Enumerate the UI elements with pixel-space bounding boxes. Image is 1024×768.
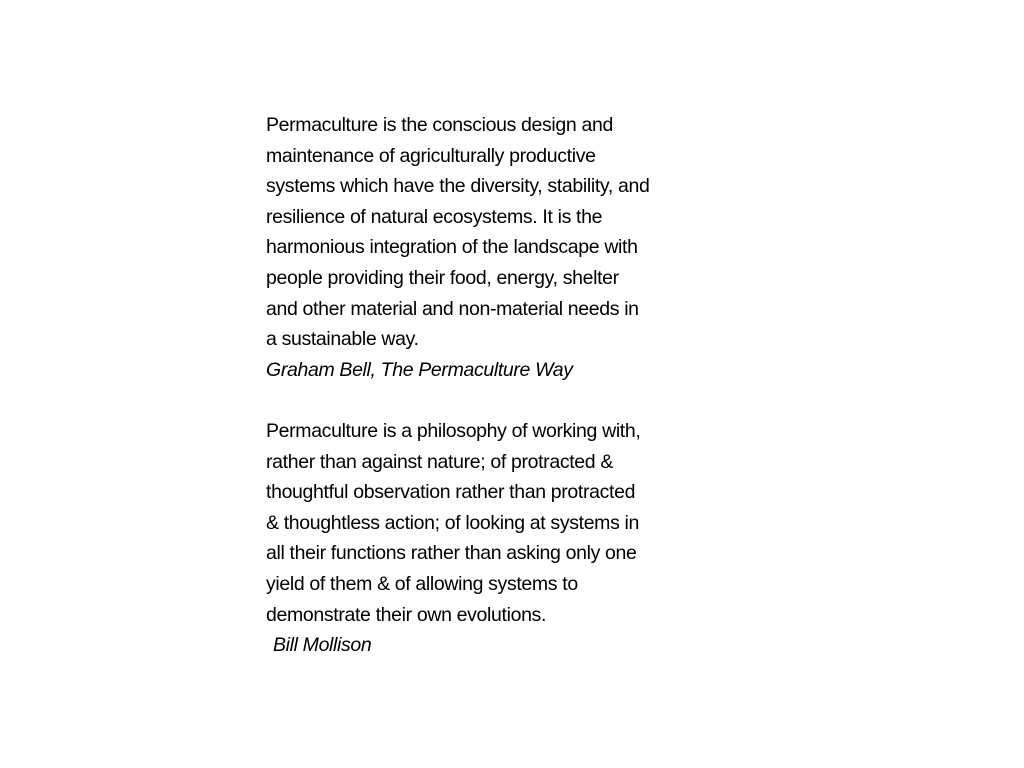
quote-line: demonstrate their own evolutions. [266,603,547,626]
quote-bill-mollison [266,416,766,661]
quote-line: yield of them & of allowing systems to [266,572,578,595]
quote-line: and other material and non-material needs in [266,297,639,320]
quote-line: & thoughtless action; of looking at systems in [266,511,640,534]
quote-line: thoughtful observation rather than protracted [266,481,636,504]
quote-line: a sustainable way. [266,328,419,351]
quote-line: systems which have the diversity, stability, and [266,175,650,198]
quote-attribution: Graham Bell, The Permaculture Way [266,358,573,381]
quote-line: harmonious integration of the landscape with [266,236,638,259]
quote-line: Permaculture is the conscious design and [266,114,613,136]
quote-line: rather than against nature; of protracted & [266,450,614,473]
quote-line: people providing their food, energy, shelter [266,266,619,289]
quote-attribution: Bill Mollison [273,634,372,657]
quote-line: all their functions rather than asking only one [266,542,637,565]
quote-line: Permaculture is a philosophy of working with, [266,420,641,442]
quote-line: maintenance of agriculturally productive [266,144,596,167]
quote-line: resilience of natural ecosystems. It is the [266,205,603,228]
quote-graham-bell [266,110,766,385]
